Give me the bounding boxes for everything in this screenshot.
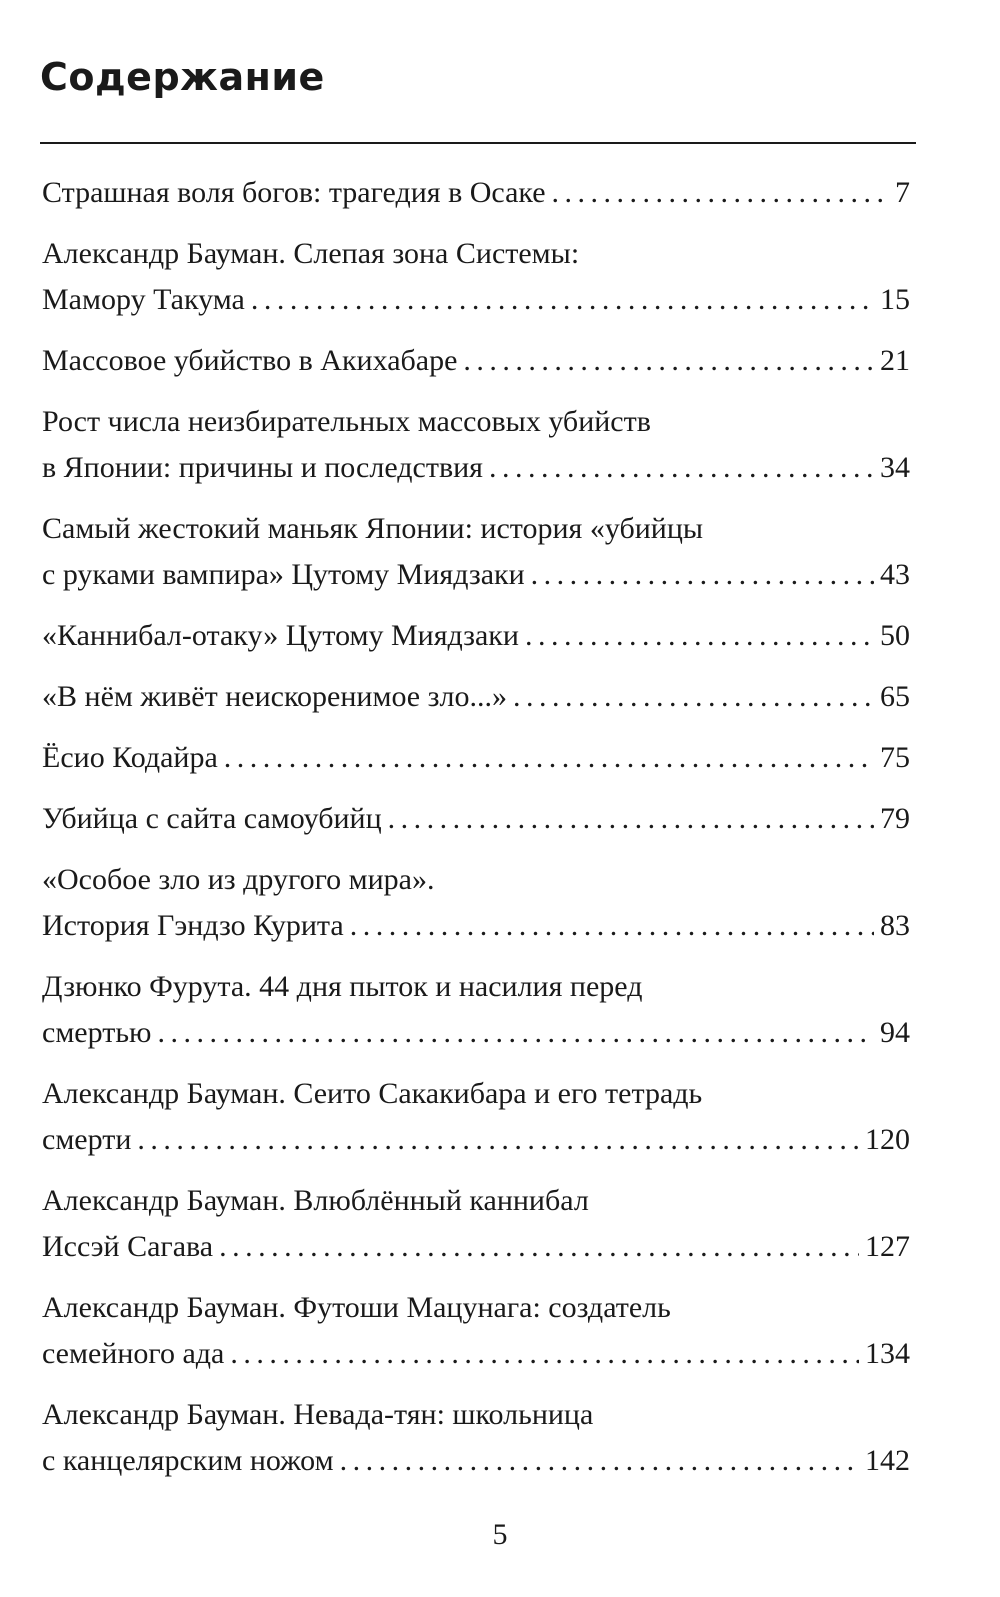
toc-entry[interactable] bbox=[42, 170, 910, 216]
toc-entry-last-line bbox=[42, 613, 910, 659]
toc-entry-page-number: 75 bbox=[880, 741, 910, 774]
toc-entry-page-number: 134 bbox=[865, 1337, 910, 1370]
toc-entry-last-line bbox=[42, 796, 910, 842]
toc-entry-title-line: История Гэндзо Курита bbox=[42, 909, 344, 942]
toc-entry[interactable] bbox=[42, 674, 910, 720]
toc-entry-page-number: 15 bbox=[880, 283, 910, 316]
toc-entry-title-line: Александр Бауман. Футоши Мацунага: создатель bbox=[42, 1291, 671, 1324]
dot-leader bbox=[340, 1438, 859, 1484]
dot-leader bbox=[219, 1224, 859, 1270]
dot-leader bbox=[513, 674, 874, 720]
toc-entry[interactable] bbox=[42, 1178, 910, 1270]
table-of-contents bbox=[42, 170, 910, 1484]
toc-entry-page-number: 21 bbox=[880, 344, 910, 377]
dot-leader bbox=[489, 445, 874, 491]
toc-entry[interactable] bbox=[42, 857, 910, 949]
dot-leader bbox=[388, 796, 874, 842]
toc-entry-last-line bbox=[42, 445, 910, 491]
toc-entry-title-line: Мамору Такума bbox=[42, 283, 245, 316]
toc-entry-title-line: Рост числа неизбирательных массовых убийств bbox=[42, 405, 651, 438]
page-number: 5 bbox=[492, 1518, 508, 1551]
dot-leader bbox=[230, 1331, 859, 1377]
toc-entry-page-number: 7 bbox=[895, 176, 910, 209]
toc-entry-title-line: Александр Бауман. Слепая зона Системы: bbox=[42, 237, 580, 270]
toc-entry-last-line bbox=[42, 1331, 910, 1377]
toc-entry-title-line: смерти bbox=[42, 1123, 132, 1156]
toc-entry[interactable] bbox=[42, 1392, 910, 1484]
toc-entry-last-line bbox=[42, 735, 910, 781]
toc-entry-title-line: с канцелярским ножом bbox=[42, 1444, 334, 1477]
toc-entry-last-line bbox=[42, 170, 910, 216]
toc-entry-last-line bbox=[42, 277, 910, 323]
toc-entry-page-number: 79 bbox=[880, 802, 910, 835]
toc-entry-page-number: 43 bbox=[880, 558, 910, 591]
toc-entry-last-line bbox=[42, 552, 910, 598]
toc-entry-title-line: Дзюнко Фурута. 44 дня пыток и насилия перед bbox=[42, 970, 643, 1003]
title-divider bbox=[40, 142, 916, 144]
toc-entry[interactable] bbox=[42, 964, 910, 1056]
dot-leader bbox=[224, 735, 874, 781]
toc-entry[interactable] bbox=[42, 399, 910, 491]
toc-entry-title-line: Александр Бауман. Влюблённый каннибал bbox=[42, 1184, 589, 1217]
dot-leader bbox=[251, 277, 874, 323]
toc-entry-last-line bbox=[42, 674, 910, 720]
toc-entry-page-number: 142 bbox=[865, 1444, 910, 1477]
toc-entry-last-line bbox=[42, 903, 910, 949]
toc-entry-page-number: 94 bbox=[880, 1016, 910, 1049]
toc-entry[interactable] bbox=[42, 796, 910, 842]
toc-entry-title-line: с руками вампира» Цутому Миядзаки bbox=[42, 558, 525, 591]
toc-entry-title-line: «В нём живёт неискоренимое зло...» bbox=[42, 680, 507, 713]
toc-entry[interactable] bbox=[42, 613, 910, 659]
dot-leader bbox=[552, 170, 889, 216]
toc-entry-last-line bbox=[42, 1224, 910, 1270]
toc-entry-last-line bbox=[42, 338, 910, 384]
dot-leader bbox=[525, 613, 874, 659]
toc-entry-title-line: Убийца с сайта самоубийц bbox=[42, 802, 382, 835]
toc-entry[interactable] bbox=[42, 735, 910, 781]
toc-entry-title-line: Александр Бауман. Сеито Сакакибара и его тетрадь bbox=[42, 1077, 703, 1110]
toc-entry-title-line: Самый жестокий маньяк Японии: история «убийцы bbox=[42, 512, 704, 545]
toc-entry-title-line: Александр Бауман. Невада-тян: школьница bbox=[42, 1398, 594, 1431]
page-title: Содержание bbox=[40, 55, 325, 99]
toc-entry-title-line: Массовое убийство в Акихабаре bbox=[42, 344, 458, 377]
toc-entry[interactable] bbox=[42, 231, 910, 323]
toc-entry-title-line: Страшная воля богов: трагедия в Осаке bbox=[42, 176, 546, 209]
toc-entry-page-number: 120 bbox=[865, 1123, 910, 1156]
toc-entry-title-line: «Каннибал-отаку» Цутому Миядзаки bbox=[42, 619, 519, 652]
toc-entry-title-line: Иссэй Сагава bbox=[42, 1230, 214, 1263]
toc-entry-title-line: в Японии: причины и последствия bbox=[42, 451, 483, 484]
toc-entry-last-line bbox=[42, 1117, 910, 1163]
toc-entry-page-number: 34 bbox=[880, 451, 910, 484]
toc-entry[interactable] bbox=[42, 1285, 910, 1377]
dot-leader bbox=[137, 1117, 859, 1163]
toc-entry-title-line: смертью bbox=[42, 1016, 152, 1049]
dot-leader bbox=[157, 1010, 874, 1056]
toc-entry[interactable] bbox=[42, 506, 910, 598]
toc-entry-last-line bbox=[42, 1010, 910, 1056]
dot-leader bbox=[463, 338, 874, 384]
dot-leader bbox=[531, 552, 874, 598]
toc-entry-page-number: 127 bbox=[865, 1230, 910, 1263]
toc-entry-title-line: «Особое зло из другого мира». bbox=[42, 863, 435, 896]
toc-entry-page-number: 50 bbox=[880, 619, 910, 652]
toc-entry-page-number: 65 bbox=[880, 680, 910, 713]
toc-entry[interactable] bbox=[42, 338, 910, 384]
toc-entry-last-line bbox=[42, 1438, 910, 1484]
toc-entry[interactable] bbox=[42, 1071, 910, 1163]
toc-entry-page-number: 83 bbox=[880, 909, 910, 942]
toc-entry-title-line: семейного ада bbox=[42, 1337, 225, 1370]
toc-entry-title-line: Ёсио Кодайра bbox=[42, 741, 218, 774]
dot-leader bbox=[350, 903, 874, 949]
